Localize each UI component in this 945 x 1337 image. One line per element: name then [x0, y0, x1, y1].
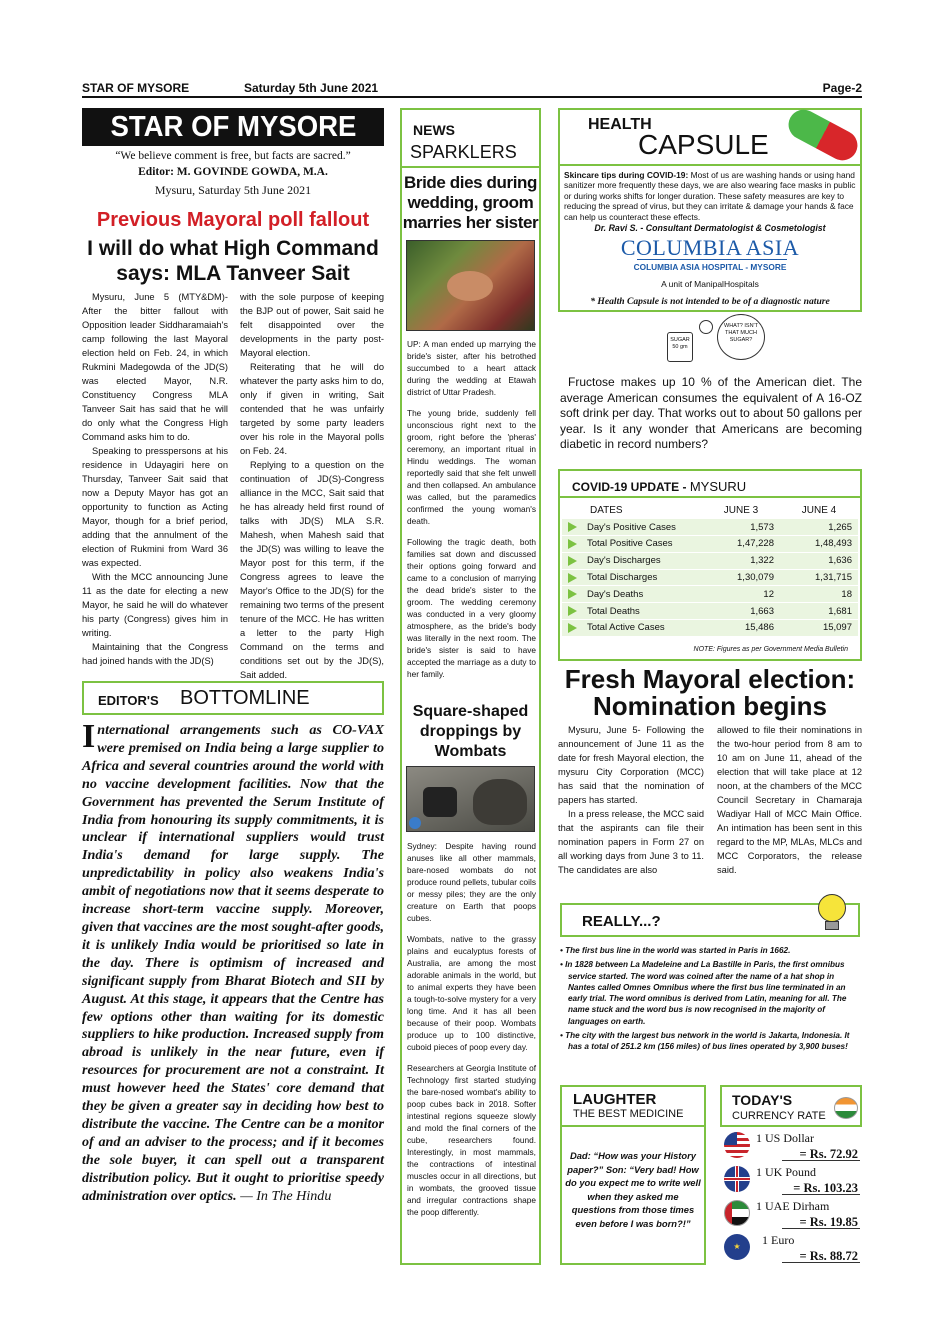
speech-bubble [717, 314, 765, 360]
wombat-paragraph: Researchers at Georgia Institute of Technology first started studying the bare-nosed wombat's ability to poop cubes back in 2018. Softer intestinal regions squeeze slowly and mold the final corners of the cube, researchers found. Interestingly, in most mammals, the contractions of intestinal muscles occur in all directions, but in wombats, the grooved tissue and irregular contractions shape the poop differently. [407, 1063, 536, 1217]
health-doctor: Dr. Ravi S. - Consultant Dermatologist & Cosmetologist [594, 223, 826, 233]
masthead-dateline: Mysuru, Saturday 5th June 2021 [154, 183, 312, 197]
covid-value: 1,265 [780, 519, 858, 536]
sparklers-divider [402, 166, 539, 168]
uk-flag-icon [724, 1166, 750, 1192]
currency-row-gbp [722, 1164, 862, 1197]
page-header [82, 80, 862, 98]
lead-paragraph: Speaking to presspersons at his residence in Udayagiri here on Thursday, Tanveer Sait said that now a Deputy Mayor has got an opportunity to function as Acting Mayor, though for a brief period, adding that the annulment of the election of Rukmini from Ward 36 was expected. [82, 446, 228, 568]
covid-table [562, 502, 858, 637]
bride-paragraph: UP: A man ended up marrying the bride's sister, after his betrothed succumbed to a heart attack during the wedding at Etawah district of Uttar Pradesh. [407, 339, 536, 397]
covid-row-label: Total Positive Cases [587, 538, 673, 550]
us-flag-icon [724, 1132, 750, 1158]
covid-value: 18 [780, 586, 858, 603]
list-item: • The city with the largest bus network in the world is Jakarta, Indonesia. It has a total of 251.2 km (156 miles) of bus lines operated by 3,900 buses! [560, 1031, 850, 1052]
covid-note: NOTE: Figures as per Government Media Bulletin [693, 646, 848, 653]
really-item-text: The first bus line in the world was started in Paris in 1662. [565, 946, 791, 955]
sugar-jar-label: SUGAR 50 gm [670, 337, 690, 350]
currency-row-usd [722, 1130, 862, 1163]
editorial-source: — In The Hindu [240, 1187, 332, 1204]
covid-row-label: Day's Positive Cases [587, 521, 676, 533]
header-date: Saturday 5th June 2021 [244, 81, 379, 95]
currency-value: = Rs. 19.85 [799, 1215, 858, 1229]
covid-value: 1,48,493 [780, 536, 858, 553]
covid-value: 1,47,228 [702, 536, 780, 553]
lead-paragraph: with the sole purpose of keeping the BJP out of power, Sait said he felt disappointed over the developments in the party post-Mayoral election. [240, 292, 384, 358]
currency-unit: 1 UK Pound [756, 1165, 817, 1179]
election-column-1 [558, 723, 704, 877]
bride-paragraph: The young bride, suddenly fell unconscious right next to the groom, right before the 'pheras' ceremony, an important ritual in Hindu weddings. The woman reportedly said that she felt unwell and then collapsed. An ambulance was called, but the paramedics confirmed the young woman's death. [407, 408, 536, 526]
health-divider [560, 164, 860, 166]
lead-column-1 [82, 290, 228, 668]
election-paragraph: Mysuru, June 5- Following the announcement of June 11 as the date for fresh Mayoral election, the mysuru City Corporation (MCC) has said that the nomination of papers has started. [558, 725, 704, 805]
currency-unit: 1 Euro [762, 1233, 795, 1247]
laughter-label-big: LAUGHTER [573, 1091, 657, 1108]
sugar-jar [667, 332, 693, 362]
lead-paragraph: Replying to a question on the continuation of JD(S)-Congress alliance in the MCC, Sait said that he has already held first round of talks with JD(S) MLA S.R. Mahesh, when Mahesh said that the JD(S) was willing to leave the Mayor post for this term, if the Congress agrees to leave the Mayor's Office to the JD(S) for the remaining two terms of the present tenure of the MCC. He has written a letter to the party High Command on the terms and conditions set out by the JD(S), Sait added. [240, 460, 384, 680]
covid-header-row [562, 502, 858, 519]
covid-header-june3: JUNE 3 [702, 502, 780, 519]
hospital-name: COLUMBIA ASIA HOSPITAL - MYSORE [633, 262, 787, 272]
editorial-body: nternational arrangements such as CO-VAX were premised on India being a large supplier to Africa and several countries around the world with no vaccine development facilities. Now that the Government has prevented the Serum Institute of India from honouring its supply commitments, it is unclear if international suppliers would trust India's demand for large supply. The unpredictability in policy also weakens India's ambit of negotiations now that it seems desperate to increase short-term vaccine supply. Moreover, given that vaccines are the most sought-after goods, it is unlikely India would be prioritised so late in the day. There is optimism of increased and significant supply from Bharat Biotech and SII by August. At this stage, it appears that the Centre has few options other than waiting for its domestic suppliers to hike production. Increased supply from abroad is unlikely in the near future, even if resources for procurement are not a constraint. It must however heed the States' core demand that they be given a greater say in deciding how best to distribute the vaccine. The Centre can be a monitor of and an adviser to the process; and if it becomes the sole buyer, it can spell out a transparent distribution policy. But it ought to prioritise speedy administration over optics. [82, 722, 384, 1204]
arrow-icon [568, 556, 577, 566]
covid-value: 15,486 [702, 620, 780, 637]
editorial-label-small: EDITOR'S [98, 693, 159, 708]
covid-table-wrap [562, 502, 858, 637]
wombat-dropping [423, 787, 457, 817]
eu-flag-icon: ★ [724, 1234, 750, 1260]
arrow-icon [568, 539, 577, 549]
lead-paragraph: Mysuru, June 5 (MTY&DM)- After the bitter fallout with Opposition leader Siddharamaiah's camp following the last Mayoral election held on Feb. 24, in which Rukmini Madegowda of the JD(S) was elected Mayor, N.R. Constituency Congress MLA Tanveer Sait has said that he will do only what the Congress High Command asks him to do. [82, 292, 228, 442]
really-item-text: The city with the largest bus network in the world is Jakarta, Indonesia. It has a total of 251.2 km (156 miles) of bus lines operated by 3,900 buses! [565, 1031, 850, 1052]
lead-paragraph: With the MCC announcing June 11 as the date for electing a new Mayor, he said he will do whatever his party (Congress) gives him in writing. [82, 572, 228, 638]
covid-value: 15,097 [780, 620, 858, 637]
covid-title [572, 479, 746, 494]
currency-row-eur [722, 1232, 862, 1265]
hospital-unit: A unit of ManipalHospitals [661, 279, 759, 289]
arrow-icon [568, 573, 577, 583]
currency-rule [782, 1262, 860, 1263]
election-paragraph: allowed to file their nominations in the two-hour period from 8 am to 10 am on June 11, ahead of the election that will take place at 12 noon, at the chambers of the MCC Council Secretary in Chamaraja Wadiyar Hall of MCC Main Office. An intimation has been sent in this regard to the MP, MLAs, MLCs and MCC Corporators, the release said. [717, 725, 862, 875]
election-headline: Fresh Mayoral election: Nomination begins [564, 664, 856, 721]
masthead-editor: Editor: M. GOVINDE GOWDA, M.A. [138, 166, 328, 178]
lightbulb-icon [815, 894, 849, 934]
bride-paragraph: Following the tragic death, both families sat down and discussed their options going forward and came to a conclusion of marrying the dead bride's sister to the groom. The wedding ceremony was conducted in a very gloomy atmosphere, as the bride's body was literally in the next room. The bride's sister is said to have accepted the marriage as a duty to her family. [407, 537, 536, 679]
currency-value: = Rs. 72.92 [799, 1147, 858, 1161]
currency-label-small: CURRENCY RATE [732, 1110, 826, 1122]
wombat-paragraph: Wombats, native to the grassy plains and eucalyptus forests of Australia, are among the most adorable animals in the world, but to animal experts they have been a tough-to-solve mystery for a very long time. And it has all been because of their poop. Wombats produce up to 100 distinctive, cuboid pieces of poop every day. [407, 934, 536, 1052]
currency-rule [782, 1194, 860, 1195]
covid-value: 1,681 [780, 603, 858, 620]
lead-headline: I will do what High Command says: MLA Tanveer Sait [87, 237, 379, 285]
currency-rule [782, 1228, 860, 1229]
table-row [562, 552, 858, 569]
currency-value: = Rs. 88.72 [799, 1249, 858, 1263]
covid-value: 1,31,715 [780, 569, 858, 586]
really-item-text: In 1828 between La Madeleine and La Bastille in Paris, the first omnibus service started. The word was coined after the name of a hat shop in Nantes called Omnes Omnibus where the first bus line terminated in an early trial. The word omnibus is derived from Latin, meaning for all. The name stuck and the word bus is now recognised in the majority of languages on earth. [565, 960, 847, 1026]
wombat-story [407, 840, 536, 1227]
arrow-icon [568, 606, 577, 616]
really-list [560, 945, 862, 1056]
really-label: REALLY...? [582, 913, 661, 930]
covid-row-label: Total Deaths [587, 605, 640, 617]
currency-unit: 1 US Dollar [756, 1131, 814, 1145]
currency-value: = Rs. 103.23 [793, 1181, 858, 1195]
masthead-logo [82, 108, 384, 146]
currency-rule [782, 1160, 860, 1161]
health-label-small: HEALTH [588, 116, 652, 133]
bride-story [407, 338, 536, 689]
sugar-cartoon [665, 314, 765, 366]
health-tip [564, 170, 858, 222]
uae-flag-icon [724, 1200, 750, 1226]
speech-bubble-text: WHAT? ISN'T THAT MUCH SUGAR? [724, 323, 758, 343]
india-flag-icon [834, 1097, 858, 1119]
wombat-paragraph: Sydney: Despite having round anuses like all other mammals, bare-nosed wombats do not produce round pellets, tubular coils or messy piles; they are the only creature on Earth that poops cubes. [407, 841, 536, 923]
globe-icon [409, 817, 421, 829]
arrow-icon [568, 589, 577, 599]
editorial-label-big: BOTTOMLINE [180, 687, 310, 709]
covid-title-divider [560, 496, 860, 498]
arrow-icon [568, 522, 577, 532]
arrow-icon [568, 623, 577, 633]
cartoon-figure [699, 320, 713, 334]
currency-unit: 1 UAE Dirham [756, 1199, 830, 1213]
covid-title-bold: COVID-19 UPDATE - [572, 480, 687, 494]
covid-row-label: Day's Deaths [587, 588, 644, 600]
table-row [562, 620, 858, 637]
bulb-glass [818, 894, 846, 922]
lead-column-2 [240, 290, 384, 682]
masthead-motto: “We believe comment is free, but facts are sacred.” [115, 150, 351, 162]
covid-row-label: Total Active Cases [587, 622, 665, 634]
hospital-logo-bar [637, 259, 787, 260]
health-tip-lead: Skincare tips during COVID-19: [564, 170, 689, 180]
wombat-photo [406, 766, 535, 832]
covid-header-dates: DATES [562, 502, 702, 519]
table-row [562, 519, 858, 536]
header-paper-name: STAR OF MYSORE [82, 81, 190, 95]
wombat-headline: Square-shaped droppings by Wombats [412, 703, 529, 760]
covid-header-june4: JUNE 4 [780, 502, 858, 519]
covid-value: 1,663 [702, 603, 780, 620]
header-page-number: Page-2 [822, 81, 862, 95]
election-paragraph: In a press release, the MCC said that the aspirants can file their nomination papers in Form 27 on all working days from June 3 to 11. The candidates are also [558, 809, 704, 875]
list-item: • The first bus line in the world was started in Paris in 1662. [560, 946, 791, 955]
covid-title-place: MYSURU [689, 479, 747, 494]
lead-kicker: Previous Mayoral poll fallout [96, 209, 370, 231]
bride-photo [406, 240, 535, 331]
hands-shape [447, 271, 493, 301]
covid-value: 1,322 [702, 552, 780, 569]
currency-label-big: TODAY'S [732, 1092, 793, 1108]
covid-value: 1,636 [780, 552, 858, 569]
bulb-base [825, 921, 839, 930]
currency-row-aed [722, 1198, 862, 1231]
bride-headline: Bride dies during wedding, groom marries her sister [402, 173, 539, 232]
hospital-logo: COLUMBIA ASIA [620, 235, 800, 260]
editorial-label-box [82, 681, 384, 715]
sparklers-label-small: NEWS [413, 122, 455, 138]
laughter-label-small: THE BEST MEDICINE [573, 1108, 684, 1120]
covid-value: 1,573 [702, 519, 780, 536]
lead-paragraph: Reiterating that he will do whatever the party asks him to do, only if given in writing, Sait contended that he was unfairly targeted by some party leaders over his role in the Mayoral polls on Feb. 24. [240, 362, 384, 456]
health-label-big: CAPSULE [638, 129, 769, 160]
lead-paragraph: Maintaining that the Congress had joined hands with the JD(S) [82, 642, 228, 666]
table-row [562, 603, 858, 620]
laughter-divider [562, 1125, 704, 1127]
covid-row-label: Day's Discharges [587, 555, 661, 567]
editorial-drop-cap: I [82, 718, 96, 755]
sparklers-label-big: SPARKLERS [410, 142, 517, 162]
editorial-text [82, 718, 384, 1205]
wombat-shape [473, 779, 527, 825]
health-disclaimer: * Health Capsule is not intended to be of a diagnostic nature [590, 296, 830, 307]
table-row [562, 586, 858, 603]
table-row [562, 569, 858, 586]
table-row [562, 536, 858, 553]
covid-row-label: Total Discharges [587, 572, 658, 584]
health-tip-text: Most of us are washing hands or using hand sanitizer more frequently these days, we are also wearing face masks in public or during works shifts for longer duration. These safety measures are key to reducing the spread of virus, but they can irritate & damage your hands & face can help us counteract these effects. [564, 170, 856, 222]
fructose-text: Fructose makes up 10 % of the American diet. The average American consumes the equivalent of A 16-OZ soft drink per day. That works out to about 50 gallons per year. Is it any wonder that Americans are becoming diabetic in record numbers? [560, 375, 862, 451]
election-column-2 [717, 723, 862, 877]
currency-label-box [720, 1085, 862, 1127]
masthead-logo-text: STAR OF MYSORE [110, 111, 356, 143]
laughter-joke: Dad: “How was your History paper?” Son: “Very bad! How do you expect me to write well when they asked me questions from those times even before I was born?!” [565, 1150, 701, 1229]
covid-value: 1,30,079 [702, 569, 780, 586]
list-item: • In 1828 between La Madeleine and La Bastille in Paris, the first omnibus service started. The word was coined after the name of a hat shop in Nantes called Omnes Omnibus where the first bus line terminated in an early trial. The word omnibus is derived from Latin, meaning for all. The name stuck and the word bus is now recognised in the majority of languages on earth. [560, 960, 847, 1026]
covid-value: 12 [702, 586, 780, 603]
